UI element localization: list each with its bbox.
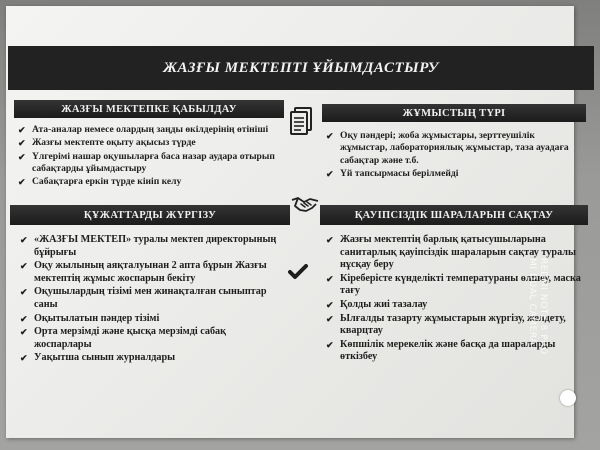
list-item: ✔ Кіреберісте күнделікті температураны өлшеу, маска тағу — [326, 272, 581, 297]
work-type-header: ЖҰМЫСТЫҢ ТҮРІ — [402, 107, 506, 119]
admission-list — [18, 124, 290, 189]
checkmark-icon: ✔ — [326, 131, 334, 141]
checkmark-icon: ✔ — [326, 235, 334, 245]
checkmark-icon: ✔ — [20, 261, 28, 272]
admission-header: ЖАЗҒЫ МЕКТЕПКЕ ҚАБЫЛДАУ — [61, 103, 237, 115]
handshake-icon — [290, 194, 320, 214]
list-item: ✔ Сабақтарға еркін түрде кіиіп келу — [18, 176, 182, 188]
list-item: ✔ Ылғалды тазарту жұмыстарын жүргізу, желдету, кварцтау — [326, 312, 566, 337]
checkmark-icon: ✔ — [20, 353, 28, 364]
list-item: ✔ Оқу пәндері; жоба жұмыстары, зерттеушілік жұмыстар, лабораториялық жұмыстар, таза ауадаға сабақтар және т.б. — [326, 130, 569, 166]
checkmark-icon: ✔ — [326, 168, 334, 179]
list-item: ✔ Орта мерзімді және қысқа мерзімді сабақ жоспарлары — [20, 326, 227, 350]
checkmark-icon: ✔ — [20, 235, 28, 245]
admission-header-bar — [14, 100, 284, 118]
checkmark-icon: ✔ — [18, 125, 26, 135]
checkmark-icon: ✔ — [20, 313, 28, 324]
page-title-bar — [8, 46, 594, 90]
checkmark-icon: ✔ — [18, 151, 26, 162]
checkmark-icon: ✔ — [326, 313, 334, 324]
work-type-list — [326, 130, 582, 181]
camera-circle-icon — [560, 390, 576, 406]
documents-header-bar — [10, 205, 290, 225]
list-item: ✔ Үй тапсырмасы берілмейді — [326, 167, 459, 179]
list-item: ✔ Ата-аналар немесе олардың заңды өкілдерінің өтініші — [18, 124, 269, 135]
checkmark-icon: ✔ — [20, 287, 28, 298]
safety-header-bar — [320, 205, 588, 225]
document-icon — [289, 106, 315, 136]
checkmark-icon: ✔ — [18, 177, 26, 188]
list-item: ✔ Оқушылардың тізімі мен жинақталған сыныптар саны — [20, 286, 267, 310]
checkmark-icon: ✔ — [20, 327, 28, 338]
work-type-header-bar — [322, 104, 586, 122]
safety-list — [326, 234, 588, 365]
documents-list — [20, 234, 282, 366]
list-item: ✔ Жазғы мектепте оқыту ақысыз түрде — [18, 137, 196, 149]
checkmark-icon — [288, 264, 308, 280]
checkmark-icon: ✔ — [18, 138, 26, 149]
list-item: ✔ Жазғы мектептің барлық қатысушыларына санитарлық қауіпсіздік шараларын сақтау туралы нұсқау беру — [326, 234, 576, 271]
safety-header: ҚАУІПСІЗДІК ШАРАЛАРЫН САҚТАУ — [354, 209, 554, 221]
list-item: ✔ Көпшілік мерекелік және басқа да шараларды өткізбеу — [326, 338, 556, 363]
list-item: ✔ Қолды жиі тазалау — [326, 298, 428, 310]
checkmark-icon: ✔ — [326, 273, 334, 284]
list-item: ✔ Оқытылатын пәндер тізімі — [20, 312, 160, 324]
page-title: ЖАЗҒЫ МЕКТЕПТІ ҰЙЫМДАСТЫРУ — [163, 59, 439, 76]
checkmark-icon: ✔ — [326, 299, 334, 310]
list-item: ✔ «ЖАЗҒЫ МЕКТЕП» туралы мектеп директорының бұйрығы — [20, 234, 277, 258]
checkmark-icon: ✔ — [326, 339, 334, 350]
camera-watermark: REDMI NOTE 8 PRO MI DUAL CAMERA — [527, 258, 548, 355]
list-item: ✔ Үлгерімі нашар оқушыларға баса назар аудара отырып сабақтарды ұйымдастыру — [18, 150, 275, 174]
list-item: ✔ Уақытша сынып журналдары — [20, 352, 176, 364]
list-item: ✔ Оқу жылының аяқталуынан 2 апта бұрын Жазғы мектептің жұмыс жоспарын бекіту — [20, 260, 267, 284]
documents-header: ҚҰЖАТТАРДЫ ЖҮРГІЗУ — [83, 209, 217, 221]
